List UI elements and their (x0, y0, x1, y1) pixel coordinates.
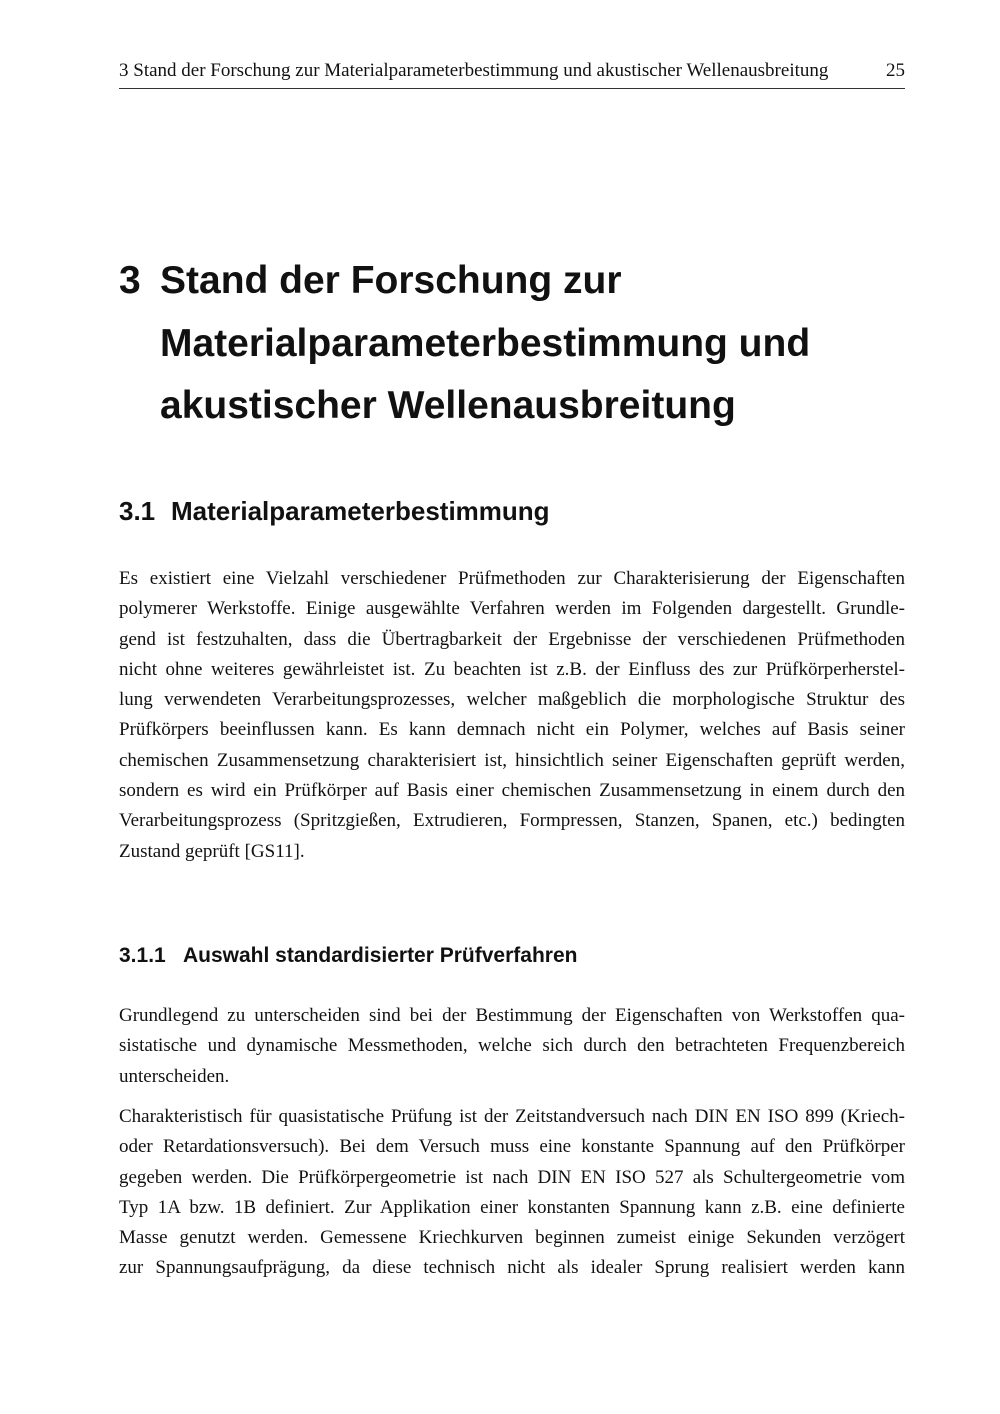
running-title: 3 Stand der Forschung zur Materialparameterbestimmung und akustischer Wellenausbreitung (119, 60, 829, 81)
text-line: Es existiert eine Vielzahl verschiedener Prüfmethoden zur Charakterisierung der Eigenschaften (119, 568, 905, 589)
text-line: gegeben werden. Die Prüfkörpergeometrie ist nach DIN EN ISO 527 als Schultergeometrie vom (119, 1166, 905, 1188)
subsection-heading (119, 944, 577, 968)
text-line: Masse genutzt werden. Gemessene Kriechkurven beginnen zumeist einige Sekunden verzögert (119, 1227, 905, 1249)
paragraph-1 (119, 564, 905, 867)
section-title: Materialparameterbestimmung (171, 496, 550, 526)
chapter-title-line: akustischer Wellenausbreitung (160, 384, 736, 427)
section-number: 3.1 (119, 496, 156, 526)
text-line: Prüfkörpers beeinflussen kann. Es kann demnach nicht ein Polymer, welches auf Basis seiner (119, 719, 905, 741)
text-line: lung verwendeten Verarbeitungsprozesses, welcher maßgeblich die morphologische Struktur des (119, 689, 905, 711)
text-line: sondern es wird ein Prüfkörper auf Basis einer chemischen Zusammensetzung in einem durch den (119, 780, 905, 802)
text-line: chemischen Zusammensetzung charakterisiert ist, hinsichtlich seiner Eigenschaften geprüft werden, (119, 749, 905, 771)
subsection-number: 3.1.1 (119, 944, 166, 967)
text-line: polymerer Werkstoffe. Einige ausgewählte Verfahren werden im Folgenden dargestellt. Grundle- (119, 598, 905, 620)
text-line: zur Spannungsaufprägung, da diese technisch nicht als idealer Sprung realisiert werden kann (119, 1257, 905, 1279)
text-line: Typ 1A bzw. 1B definiert. Zur Applikation einer konstanten Spannung kann z.B. eine definierte (119, 1196, 905, 1218)
section-heading (119, 496, 550, 527)
text-line: nicht ohne weiteres gewährleistet ist. Zu beachten ist z.B. der Einfluss des zur Prüfkörperherstel- (119, 658, 905, 680)
paragraph-3 (119, 1102, 905, 1284)
text-line: Zustand geprüft [GS11]. (119, 840, 305, 862)
text-line: Grundlegend zu unterscheiden sind bei der Bestimmung der Eigenschaften von Werkstoffen qua- (119, 1005, 905, 1026)
text-line: unterscheiden. (119, 1065, 230, 1087)
text-line: gend ist festzuhalten, dass die Übertragbarkeit der Ergebnisse der verschiedenen Prüfmethoden (119, 628, 905, 650)
paragraph-2 (119, 1001, 905, 1092)
text-line: Charakteristisch für quasistatische Prüfung ist der Zeitstandversuch nach DIN EN ISO 899 (Kriech- (119, 1106, 905, 1127)
chapter-heading (119, 250, 810, 438)
running-header (119, 60, 905, 89)
page-number: 25 (886, 60, 905, 81)
text-line: Verarbeitungsprozess (Spritzgießen, Extrudieren, Formpressen, Stanzen, Spanen, etc.) bedingten (119, 810, 905, 832)
chapter-title-line: Materialparameterbestimmung und (160, 321, 811, 365)
text-line: oder Retardationsversuch). Bei dem Versuch muss eine konstante Spannung auf den Prüfkörper (119, 1136, 905, 1158)
chapter-title-line: Stand der Forschung zur (160, 259, 622, 302)
chapter-number: 3 (119, 259, 141, 302)
text-line: sistatische und dynamische Messmethoden, welche sich durch den betrachteten Frequenzbereich (119, 1035, 905, 1057)
subsection-title: Auswahl standardisierter Prüfverfahren (183, 944, 578, 967)
